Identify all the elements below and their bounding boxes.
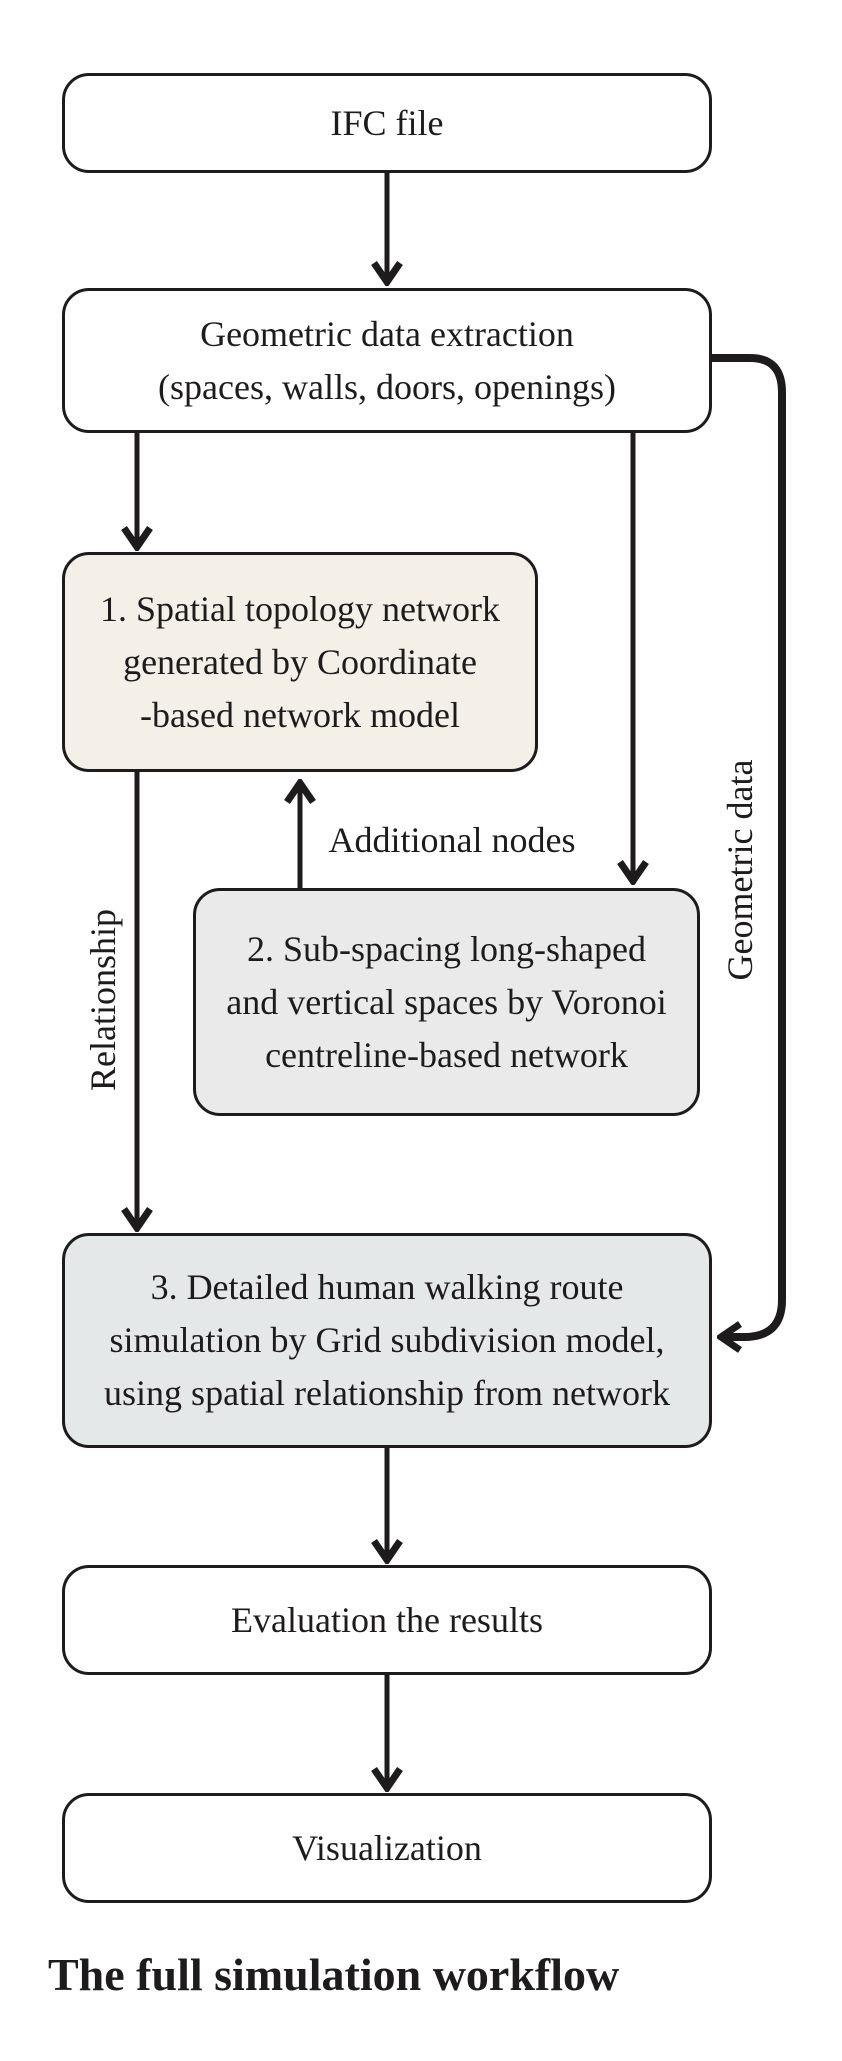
- figure-caption: The full simulation workflow: [48, 1949, 620, 2000]
- node-label-line: (spaces, walls, doors, openings): [158, 366, 616, 407]
- edge-label-geometric-data: Geometric data: [720, 759, 760, 981]
- node-label-line: and vertical spaces by Voronoi: [226, 981, 667, 1022]
- node-geometric-data-extraction: [62, 288, 712, 433]
- node-label-line: -based network model: [140, 694, 460, 735]
- node-label: Evaluation the results: [231, 1599, 543, 1640]
- node-step-3-walking-route-simulation: [62, 1233, 712, 1448]
- node-step-1-spatial-topology-network: [62, 552, 538, 772]
- node-evaluation: [62, 1565, 712, 1675]
- node-label-line: using spatial relationship from network: [104, 1373, 670, 1413]
- node-ifc-file: [62, 73, 712, 173]
- node-label-line: Geometric data extraction: [200, 313, 574, 354]
- node-label-line: 3. Detailed human walking route: [150, 1267, 624, 1307]
- edge-label-relationship: Relationship: [83, 909, 123, 1091]
- node-step-2-sub-spacing: [193, 888, 700, 1116]
- node-label: Visualization: [292, 1827, 482, 1868]
- node-label-line: simulation by Grid subdivision model,: [109, 1320, 665, 1360]
- node-label-line: 1. Spatial topology network: [100, 588, 500, 629]
- edge-label-additional-nodes: Additional nodes: [328, 820, 576, 860]
- node-label-line: generated by Coordinate: [123, 641, 477, 682]
- node-label-line: 2. Sub-spacing long-shaped: [247, 928, 646, 969]
- node-label: IFC file: [330, 102, 444, 143]
- node-label-line: centreline-based network: [265, 1034, 628, 1075]
- node-visualization: [62, 1793, 712, 1903]
